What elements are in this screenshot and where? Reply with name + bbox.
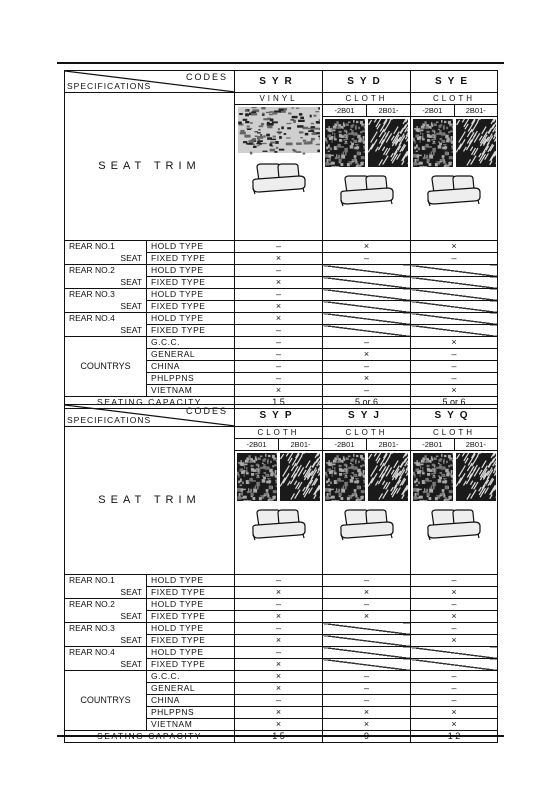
rear-seat-label: SEAT xyxy=(65,659,147,671)
spec-mark: – xyxy=(323,575,411,587)
model-code: SYQ xyxy=(434,410,474,421)
row-rear1-fixed xyxy=(65,587,498,599)
spec-mark: – xyxy=(323,683,411,695)
fabric-swatches xyxy=(235,105,322,155)
spec-mark: × xyxy=(235,587,323,599)
variant-code: -2B01 xyxy=(334,106,355,115)
trim-cell-syj xyxy=(323,427,411,575)
spec-mark: × xyxy=(235,385,323,397)
spec-mark: – xyxy=(411,623,498,635)
spec-mark xyxy=(411,289,498,301)
type-label: FIXED TYPE xyxy=(147,611,235,623)
spec-mark: – xyxy=(411,253,498,265)
seat-icon xyxy=(249,507,309,541)
country-label: GENERAL xyxy=(147,349,235,361)
country-label: CHINA xyxy=(147,361,235,373)
country-label: CHINA xyxy=(147,695,235,707)
spec-mark: × xyxy=(411,241,498,253)
code-header-sye xyxy=(411,71,498,93)
row-rear3-fixed xyxy=(65,301,498,313)
spec-mark xyxy=(323,265,411,277)
spec-mark: × xyxy=(235,707,323,719)
variant-code: -2B01 xyxy=(422,106,443,115)
model-code: SYJ xyxy=(348,410,385,421)
fabric-swatch-image xyxy=(456,453,496,501)
countrys-label: COUNTRYS xyxy=(65,337,147,397)
spec-mark xyxy=(323,623,411,635)
spec-mark: – xyxy=(323,671,411,683)
spec-mark: × xyxy=(323,611,411,623)
seat-trim-row xyxy=(65,427,498,575)
variant-codes xyxy=(323,439,410,451)
rear-seat-label: SEAT xyxy=(65,325,147,337)
spec-mark: – xyxy=(411,671,498,683)
countrys-label: COUNTRYS xyxy=(65,671,147,731)
rear-seat-label: REAR NO.2 xyxy=(65,599,147,611)
country-label: G.C.C. xyxy=(147,337,235,349)
rear-seat-label: REAR NO.4 xyxy=(65,647,147,659)
row-rear1-fixed xyxy=(65,253,498,265)
spec-mark: × xyxy=(411,707,498,719)
spec-mark xyxy=(411,301,498,313)
seating-capacity-value: 5 or 6 xyxy=(411,397,498,409)
type-label: FIXED TYPE xyxy=(147,277,235,289)
fabric-swatches xyxy=(323,451,410,501)
type-label: HOLD TYPE xyxy=(147,313,235,325)
fabric-swatch-image xyxy=(238,107,320,155)
fabric-swatch-image xyxy=(325,119,365,167)
spec-mark xyxy=(323,301,411,313)
spec-mark xyxy=(323,647,411,659)
spec-mark: – xyxy=(411,683,498,695)
variant-code: 2B01- xyxy=(278,439,322,450)
spec-mark: × xyxy=(235,719,323,731)
model-code: SYD xyxy=(347,76,386,87)
country-label: VIETNAM xyxy=(147,719,235,731)
fabric-swatch-image xyxy=(368,453,408,501)
type-label: FIXED TYPE xyxy=(147,635,235,647)
rear-seat-label: REAR NO.4 xyxy=(65,313,147,325)
seat-icon xyxy=(249,161,309,195)
seating-capacity-value: 1 5 xyxy=(235,397,323,409)
row-rear2-fixed xyxy=(65,611,498,623)
material-label: VINYL xyxy=(235,93,322,105)
spec-mark: – xyxy=(235,289,323,301)
variant-code: 2B01- xyxy=(366,105,410,116)
spec-mark: – xyxy=(323,385,411,397)
spec-mark: × xyxy=(323,373,411,385)
spec-mark: – xyxy=(411,695,498,707)
spec-mark: × xyxy=(323,241,411,253)
row-rear1-hold xyxy=(65,575,498,587)
rear-seat-label: SEAT xyxy=(65,611,147,623)
spec-mark: × xyxy=(411,635,498,647)
codes-label: CODES xyxy=(185,406,228,416)
specifications-label: SPECIFICATIONS xyxy=(67,415,152,425)
spec-mark: – xyxy=(235,373,323,385)
spec-mark: – xyxy=(323,695,411,707)
code-header-syr xyxy=(235,71,323,93)
codes-spec-header xyxy=(65,71,235,93)
trim-cell-syq xyxy=(411,427,498,575)
seat-trim-label: SEAT TRIM xyxy=(98,160,201,172)
code-header-syd xyxy=(323,71,411,93)
fabric-swatches xyxy=(411,117,497,167)
codes-spec-header xyxy=(65,405,235,427)
spec-mark: × xyxy=(323,719,411,731)
spec-mark: × xyxy=(411,611,498,623)
spec-mark: × xyxy=(323,587,411,599)
spec-mark: – xyxy=(235,241,323,253)
spec-mark: × xyxy=(411,385,498,397)
fabric-swatch-image xyxy=(325,453,365,501)
type-label: FIXED TYPE xyxy=(147,659,235,671)
rear-seat-label: SEAT xyxy=(65,253,147,265)
fabric-swatch-image xyxy=(237,453,277,501)
spec-mark xyxy=(323,325,411,337)
spec-mark: – xyxy=(411,361,498,373)
variant-codes xyxy=(235,439,322,451)
rear-seat-label: REAR NO.1 xyxy=(65,575,147,587)
spec-mark: – xyxy=(235,575,323,587)
code-header-syq xyxy=(411,405,498,427)
variant-code: -2B01 xyxy=(334,440,355,449)
top-rule xyxy=(57,62,504,64)
rear-seat-label: REAR NO.1 xyxy=(65,241,147,253)
spec-mark: – xyxy=(235,695,323,707)
spec-mark xyxy=(323,289,411,301)
row-rear3-fixed xyxy=(65,635,498,647)
model-code: SYE xyxy=(434,76,473,87)
model-code: SYP xyxy=(259,410,298,421)
fabric-swatch-image xyxy=(413,119,453,167)
spec-mark: × xyxy=(235,313,323,325)
variant-code: 2B01- xyxy=(366,439,410,450)
material-label: CLOTH xyxy=(323,93,410,105)
fabric-swatch-image xyxy=(413,453,453,501)
spec-mark: × xyxy=(411,719,498,731)
spec-mark xyxy=(323,659,411,671)
spec-mark: × xyxy=(235,611,323,623)
row-rear3-hold xyxy=(65,623,498,635)
seat-trim-label: SEAT TRIM xyxy=(98,494,201,506)
spec-mark: × xyxy=(235,671,323,683)
spec-mark: – xyxy=(235,647,323,659)
spec-mark xyxy=(323,313,411,325)
spec-mark xyxy=(411,647,498,659)
seat-icon xyxy=(424,507,484,541)
trim-cell-syr xyxy=(235,93,323,241)
row-rear2-hold xyxy=(65,599,498,611)
type-label: HOLD TYPE xyxy=(147,241,235,253)
row-rear2-hold xyxy=(65,265,498,277)
header-row xyxy=(65,405,498,427)
spec-mark: – xyxy=(323,599,411,611)
variant-code: 2B01- xyxy=(454,439,498,450)
seat-icon xyxy=(337,173,397,207)
material-label: CLOTH xyxy=(235,427,322,439)
spec-mark: – xyxy=(235,623,323,635)
spec-mark: – xyxy=(411,575,498,587)
spec-table-2 xyxy=(64,404,497,743)
type-label: HOLD TYPE xyxy=(147,289,235,301)
specifications-label: SPECIFICATIONS xyxy=(67,81,152,91)
spec-mark xyxy=(323,277,411,289)
code-header-syp xyxy=(235,405,323,427)
spec-mark: × xyxy=(235,635,323,647)
code-header-syj xyxy=(323,405,411,427)
variant-codes xyxy=(411,105,497,117)
spec-mark: × xyxy=(235,277,323,289)
variant-codes xyxy=(323,105,410,117)
rear-seat-label: SEAT xyxy=(65,301,147,313)
type-label: HOLD TYPE xyxy=(147,599,235,611)
type-label: HOLD TYPE xyxy=(147,265,235,277)
seat-trim-label-cell xyxy=(65,427,235,575)
type-label: HOLD TYPE xyxy=(147,623,235,635)
variant-code: -2B01 xyxy=(246,440,267,449)
country-label: PHLPPNS xyxy=(147,707,235,719)
country-label: PHLPPNS xyxy=(147,373,235,385)
spec-mark xyxy=(411,313,498,325)
spec-mark: × xyxy=(411,587,498,599)
material-label: CLOTH xyxy=(323,427,410,439)
rear-seat-label: REAR NO.2 xyxy=(65,265,147,277)
seat-icon xyxy=(337,507,397,541)
fabric-swatch-image xyxy=(368,119,408,167)
fabric-swatches xyxy=(411,451,497,501)
rear-seat-label: REAR NO.3 xyxy=(65,289,147,301)
type-label: FIXED TYPE xyxy=(147,587,235,599)
spec-mark: × xyxy=(323,707,411,719)
trim-cell-sye xyxy=(411,93,498,241)
type-label: FIXED TYPE xyxy=(147,301,235,313)
row-rear3-hold xyxy=(65,289,498,301)
spec-mark xyxy=(411,277,498,289)
fabric-swatch-image xyxy=(456,119,496,167)
fabric-swatches xyxy=(323,117,410,167)
spec-mark: – xyxy=(235,265,323,277)
bottom-rule xyxy=(57,735,504,737)
trim-cell-syp xyxy=(235,427,323,575)
variant-code: -2B01 xyxy=(422,440,443,449)
spec-mark xyxy=(411,265,498,277)
rear-seat-label: SEAT xyxy=(65,635,147,647)
model-code: SYR xyxy=(259,76,298,87)
type-label: FIXED TYPE xyxy=(147,253,235,265)
seat-trim-row xyxy=(65,93,498,241)
material-label: CLOTH xyxy=(411,93,497,105)
spec-mark: × xyxy=(235,253,323,265)
spec-table-1 xyxy=(64,70,497,409)
fabric-swatch-image xyxy=(280,453,320,501)
country-label: VIETNAM xyxy=(147,385,235,397)
spec-mark: – xyxy=(235,337,323,349)
spec-mark: – xyxy=(235,361,323,373)
spec-grid xyxy=(64,404,498,743)
row-rear4-hold xyxy=(65,647,498,659)
seat-icon xyxy=(424,173,484,207)
row-rear4-fixed xyxy=(65,659,498,671)
codes-label: CODES xyxy=(185,72,228,82)
rear-seat-label: SEAT xyxy=(65,277,147,289)
variant-codes xyxy=(411,439,497,451)
spec-mark: × xyxy=(323,349,411,361)
spec-mark: × xyxy=(235,301,323,313)
spec-mark: – xyxy=(235,325,323,337)
type-label: FIXED TYPE xyxy=(147,325,235,337)
type-label: HOLD TYPE xyxy=(147,647,235,659)
country-label: GENERAL xyxy=(147,683,235,695)
spec-mark: – xyxy=(323,337,411,349)
country-label: G.C.C. xyxy=(147,671,235,683)
row-rear4-fixed xyxy=(65,325,498,337)
seat-trim-label-cell xyxy=(65,93,235,241)
spec-mark: × xyxy=(235,683,323,695)
row-rear4-hold xyxy=(65,313,498,325)
rear-seat-label: SEAT xyxy=(65,587,147,599)
row-country-gcc xyxy=(65,671,498,683)
header-row xyxy=(65,71,498,93)
spec-mark: – xyxy=(323,253,411,265)
spec-mark: × xyxy=(235,659,323,671)
fabric-swatches xyxy=(235,451,322,501)
spec-mark: – xyxy=(235,599,323,611)
seating-capacity-label: SEATING CAPACITY xyxy=(65,397,235,409)
seating-capacity-value: 5 or 6 xyxy=(323,397,411,409)
spec-mark: – xyxy=(411,349,498,361)
spec-grid xyxy=(64,70,498,409)
rear-seat-label: REAR NO.3 xyxy=(65,623,147,635)
row-rear2-fixed xyxy=(65,277,498,289)
spec-mark xyxy=(411,325,498,337)
spec-mark xyxy=(411,659,498,671)
spec-mark: – xyxy=(323,361,411,373)
row-rear1-hold xyxy=(65,241,498,253)
row-country-gcc xyxy=(65,337,498,349)
material-label: CLOTH xyxy=(411,427,497,439)
spec-mark: – xyxy=(235,349,323,361)
spec-mark: – xyxy=(411,373,498,385)
spec-mark xyxy=(323,635,411,647)
variant-code: 2B01- xyxy=(454,105,498,116)
spec-mark: × xyxy=(411,337,498,349)
spec-mark: – xyxy=(411,599,498,611)
type-label: HOLD TYPE xyxy=(147,575,235,587)
trim-cell-syd xyxy=(323,93,411,241)
